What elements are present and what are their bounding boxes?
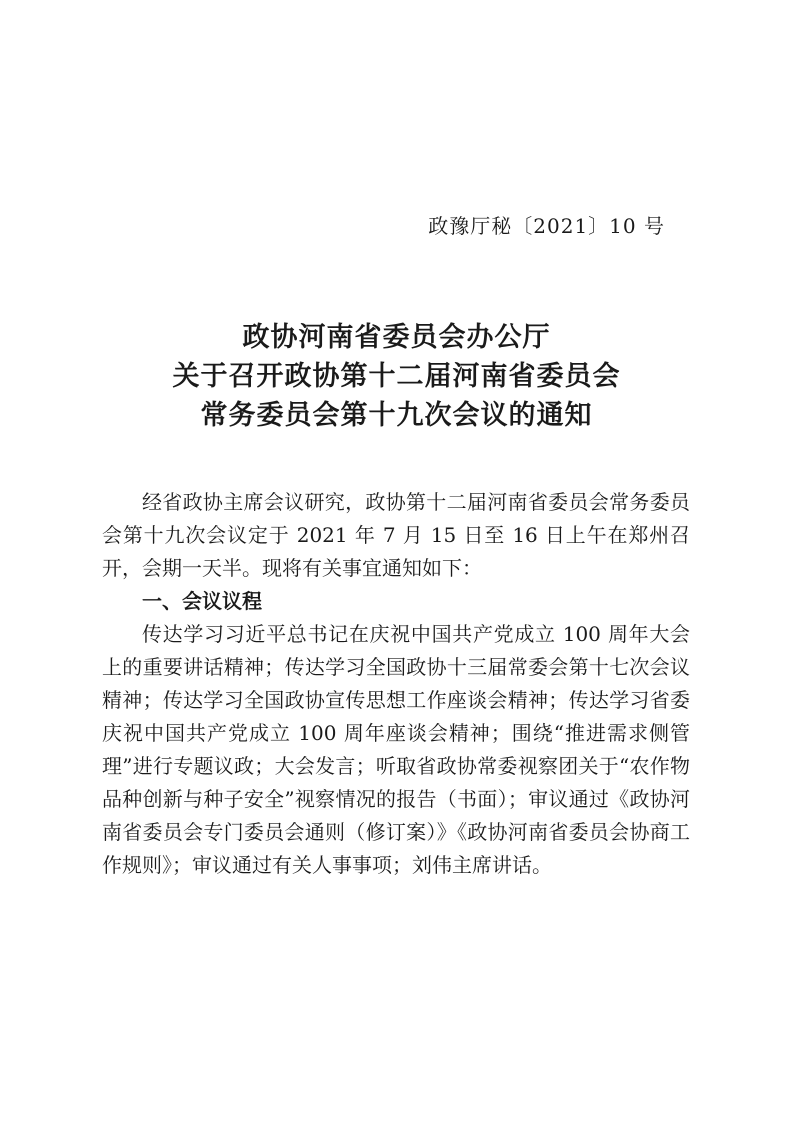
intro-paragraph: 经省政协主席会议研究，政协第十二届河南省委员会常务委员会第十九次会议定于 2021 年 7 月 15 日至 16 日上午在郑州召开，会期一天半。现将有关事宜通知如下： bbox=[102, 490, 690, 580]
title-line-2: 关于召开政协第十二届河南省委员会 bbox=[172, 361, 621, 392]
document-title bbox=[0, 318, 793, 435]
title-line-3: 常务委员会第十九次会议的通知 bbox=[200, 400, 593, 431]
document-number: 政豫厅秘〔2021〕10 号 bbox=[428, 214, 665, 238]
agenda-paragraph: 传达学习习近平总书记在庆祝中国共产党成立 100 周年大会上的重要讲话精神；传达学习全国政协十三届常委会第十七次会议精神；传达学习全国政协宣传思想工作座谈会精神；传达学习省委庆祝中国共产党成立 100 周年座谈会精神；围绕“推进需求侧管理”进行专题议政；大会发言；听取省政协常委视察团关于“农作物品种创新与种子安全”视察情况的报告（书面）；审议通过《政协河南省委员会专门委员会通则（修订案）》《政协河南省委员会协商工作规则》；审议通过有关人事事项；刘伟主席讲话。 bbox=[102, 622, 690, 877]
section-heading-agenda: 一、会议议程 bbox=[142, 589, 262, 613]
document-body bbox=[102, 486, 690, 882]
title-line-1: 政协河南省委员会办公厅 bbox=[242, 322, 551, 353]
